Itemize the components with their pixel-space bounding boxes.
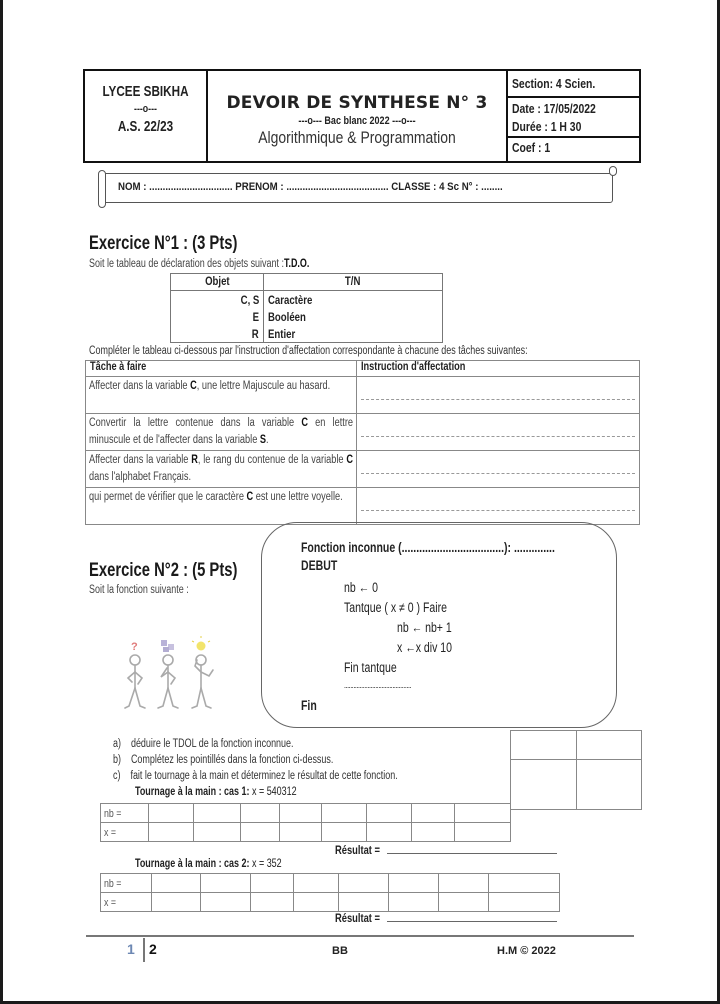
code-line: Fin tantque: [344, 660, 397, 675]
trace-cell[interactable]: [241, 804, 280, 823]
tdol-answer-grid[interactable]: [510, 730, 642, 810]
trace-cell[interactable]: [389, 874, 439, 893]
trace-cell[interactable]: [322, 804, 367, 823]
tdo-row: [171, 308, 442, 325]
trace-cell[interactable]: [439, 874, 489, 893]
exercise2-title: Exercice N°2 : (5 Pts): [89, 560, 238, 581]
trace-cell[interactable]: [322, 823, 367, 842]
question-item: b) Complétez les pointillés dans la fonction ci-dessus.: [113, 754, 334, 766]
school-cell: [85, 71, 208, 161]
trace-cell[interactable]: [455, 804, 511, 823]
task-description: Convertir la lettre contenue dans la variable C en lettre minuscule et de l'affecter dans la variable S.: [86, 414, 357, 451]
stick-figure-idea: [192, 655, 213, 708]
exam-date: Date : 17/05/2022: [512, 101, 596, 116]
exam-header: [83, 69, 641, 163]
student-info-banner: [103, 173, 613, 203]
trace-cell[interactable]: [280, 823, 322, 842]
exercise1-title: Exercice N°1 : (3 Pts): [89, 233, 238, 254]
code-begin: DEBUT: [301, 558, 338, 573]
exercise2-intro: Soit la fonction suivante :: [89, 584, 189, 596]
trace-cell[interactable]: [201, 874, 251, 893]
exam-subject: Algorithmique & Programmation: [258, 128, 456, 147]
tdo-type: Caractère: [268, 293, 313, 307]
tdo-type: Booléen: [268, 310, 306, 324]
trace-cell[interactable]: [149, 823, 194, 842]
trace-row-nb: [101, 804, 511, 823]
trace-cell[interactable]: [294, 874, 339, 893]
trace-cell[interactable]: [339, 874, 389, 893]
task-row: [86, 488, 640, 525]
trace-cell[interactable]: [194, 823, 241, 842]
task-header-row: [86, 361, 640, 377]
stick-figure-puzzled: [158, 655, 178, 708]
tdo-row: [171, 291, 442, 308]
coefficient: Coef : 1: [512, 140, 551, 155]
tdo-objet: R: [252, 327, 259, 341]
info-cell: [508, 71, 639, 161]
trace-row-nb: [101, 874, 560, 893]
dashed-answer-line: [361, 473, 635, 474]
trace-cell[interactable]: [152, 893, 201, 912]
question-item: a) déduire le TDOL de la fonction inconnue.: [113, 738, 294, 750]
task-table: [85, 360, 640, 525]
answer-field[interactable]: [357, 414, 640, 451]
tdo-table: [170, 273, 443, 343]
row-label: x =: [101, 823, 149, 842]
page-number-total: 2: [149, 941, 157, 957]
trace-cell[interactable]: [241, 823, 280, 842]
footer-copyright: H.M © 2022: [497, 945, 556, 957]
row-label: nb =: [101, 804, 149, 823]
academic-year: A.S. 22/23: [117, 118, 174, 135]
task-description: qui permet de vérifier que le caractère C est une lettre voyelle.: [86, 488, 357, 525]
tdo-header-row: [171, 274, 442, 291]
trace-cell[interactable]: [489, 893, 560, 912]
footer-center: BB: [332, 945, 348, 957]
thinking-figures-illustration: [113, 630, 223, 715]
page-number-separator: [143, 938, 145, 962]
tdo-abbrev: T.D.O.: [283, 258, 310, 270]
trace-cell[interactable]: [201, 893, 251, 912]
trace-cell[interactable]: [194, 804, 241, 823]
task-header-task: Tâche à faire: [86, 361, 357, 377]
separator: ---o---: [134, 103, 157, 115]
row-label: x =: [101, 893, 152, 912]
trace-cell[interactable]: [389, 893, 439, 912]
trace-cell[interactable]: [489, 874, 560, 893]
puzzle-icon: [161, 640, 167, 646]
code-line: nb ← 0: [344, 580, 378, 595]
dashed-answer-line: [361, 436, 635, 437]
scroll-curl-right: [609, 166, 617, 176]
dashed-answer-line: [361, 399, 635, 400]
result-label-case1: Résultat =: [335, 843, 380, 857]
case2-label: Tournage à la main : cas 2: x = 352: [135, 858, 282, 870]
trace-cell[interactable]: [439, 893, 489, 912]
trace-cell[interactable]: [367, 823, 412, 842]
trace-cell[interactable]: [412, 823, 455, 842]
trace-cell[interactable]: [339, 893, 389, 912]
task-header-instruction: Instruction d'affectation: [357, 361, 640, 377]
title-cell: [208, 71, 508, 161]
exam-duration: Durée : 1 H 30: [512, 119, 582, 134]
task-description: Affecter dans la variable R, le rang du contenue de la variable C dans l'alphabet Français.: [86, 451, 357, 488]
student-info-fields[interactable]: NOM : ............................... PRENOM : ...................................... CLASSE : 4 Sc N° : ........: [118, 181, 503, 193]
code-line: Tantque ( x ≠ 0 ) Faire: [344, 600, 447, 615]
tdo-header-objet: Objet: [171, 274, 264, 290]
exam-title: DEVOIR DE SYNTHESE N° 3: [226, 93, 488, 113]
trace-cell[interactable]: [367, 804, 412, 823]
task-row: [86, 377, 640, 414]
trace-table-case1: [100, 803, 511, 842]
question-item: c) fait le tournage à la main et déterminez le résultat de cette fonction.: [113, 770, 398, 782]
trace-cell[interactable]: [412, 804, 455, 823]
answer-field[interactable]: [357, 451, 640, 488]
lightbulb-icon: [197, 642, 206, 651]
task-row: [86, 414, 640, 451]
section: Section: 4 Scien.: [512, 76, 596, 91]
result-label-case2: Résultat =: [335, 911, 380, 925]
code-end: Fin: [301, 698, 317, 713]
footer-divider: [86, 935, 634, 937]
tdo-row: [171, 325, 442, 342]
case1-label: Tournage à la main : cas 1: x = 540312: [135, 786, 297, 798]
tdo-objet: C, S: [240, 293, 259, 307]
school-name: LYCEE SBIKHA: [102, 83, 189, 100]
code-line: nb ← nb+ 1: [397, 620, 452, 635]
task-row: [86, 451, 640, 488]
stick-figure-question: [125, 655, 145, 708]
trace-cell[interactable]: [251, 874, 294, 893]
exercise1-instruction: Compléter le tableau ci-dessous par l'instruction d'affectation correspondante à chacune des tâches suivantes:: [89, 345, 528, 357]
row-label: nb =: [101, 874, 152, 893]
scroll-curl-left: [98, 170, 106, 208]
trace-cell[interactable]: [280, 804, 322, 823]
result-field-case2[interactable]: [387, 921, 557, 922]
code-blank-line[interactable]: ...........................................: [344, 680, 412, 690]
question-mark-icon: ?: [131, 641, 138, 653]
trace-table-case2: [100, 873, 560, 912]
trace-row-x: [101, 823, 511, 842]
exercise1-intro: [89, 258, 309, 270]
task-description: Affecter dans la variable C, une lettre Majuscule au hasard.: [86, 377, 357, 414]
tdo-objet: E: [252, 310, 259, 324]
trace-cell[interactable]: [251, 893, 294, 912]
trace-cell[interactable]: [152, 874, 201, 893]
page-number-current: 1: [127, 941, 135, 957]
trace-cell[interactable]: [149, 804, 194, 823]
trace-cell[interactable]: [294, 893, 339, 912]
code-line: x ←x div 10: [397, 640, 453, 655]
function-signature[interactable]: Fonction inconnue (...................................): ..............: [301, 540, 555, 555]
dashed-answer-line: [361, 510, 635, 511]
answer-field[interactable]: [357, 488, 640, 525]
exam-page: [3, 0, 717, 1001]
answer-field[interactable]: [357, 377, 640, 414]
exam-subtitle: ---o--- Bac blanc 2022 ---o---: [298, 115, 416, 127]
result-field-case1[interactable]: [387, 853, 557, 854]
trace-cell[interactable]: [455, 823, 511, 842]
tdo-type: Entier: [268, 327, 296, 341]
exercise1-intro-text: Soit le tableau de déclaration des objets suivant :: [89, 258, 284, 270]
tdo-header-type: T/N: [345, 274, 361, 288]
trace-row-x: [101, 893, 560, 912]
